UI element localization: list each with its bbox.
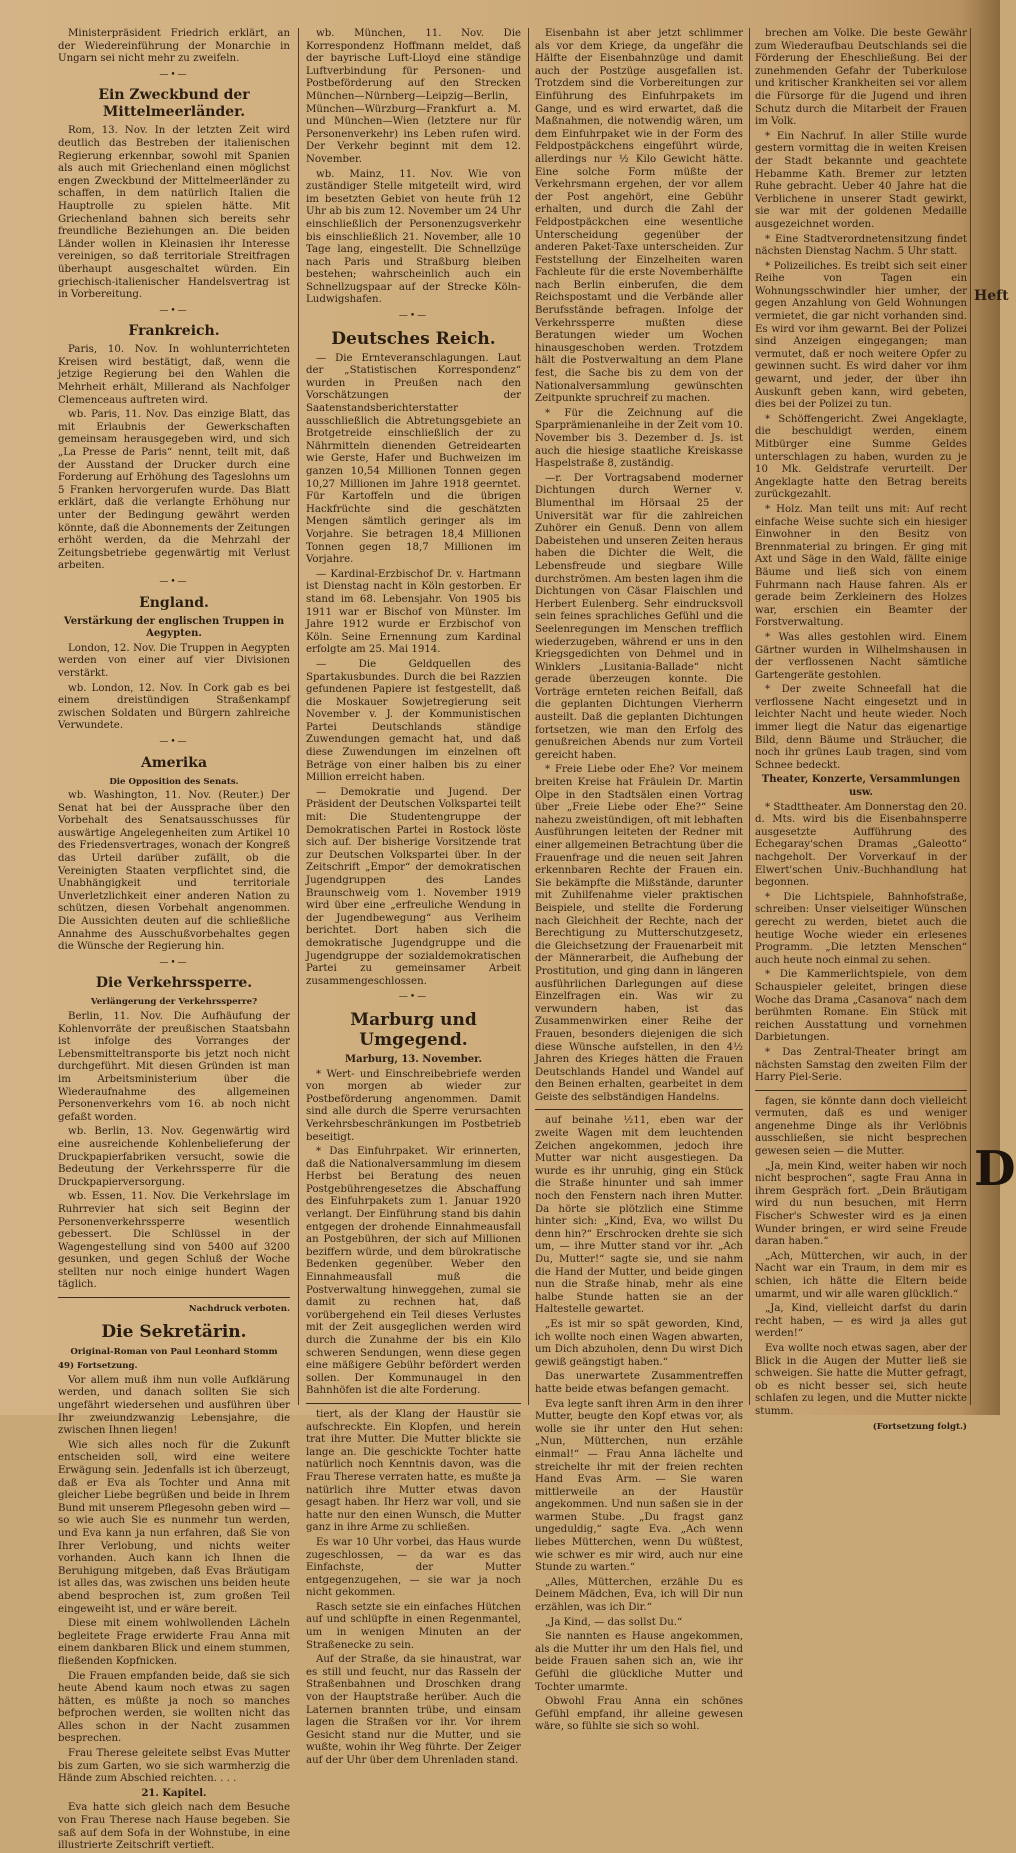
column-3 [535,28,743,1733]
headline-england: England. [139,594,209,611]
article-einfuhrpaket: * Das Einfuhrpaket. Wir erinnerten, daß die Nationalversammlung im diesem Herbst bei Beratung des neuen Postgebührengesetzes die Abschaffung des Einfuhrpakets zum 1. Januar 1920 verlangt. Der Einführung stand bis dahin entgegen der drohende Einnahmeausfall an Postgebühren, der sich auf Millionen beziffern würde, und dem bürokratische Bedenken gegenüber. Weber den Einnahmeausfall muß die Postverwaltung hinweggehen, zumal sie damit zu rechnen hat, daß vorübergehend ein Teil dieses Verlustes mit der Zeit ausgeglichen werden wird durch die Zunahme der bis ein Kilo schweren Sendungen, wenn diese gegen eine mäßigere Gebühr befördert werden sollen. Der Kommunaugel in den Bahnhöfen ist die alte Forderung. [306,1146,521,1397]
separator: —•— [159,736,189,747]
article-stadtverordneten: * Eine Stadtverordnetensitzung findet nächsten Dienstag Nachm. 5 Uhr statt. [755,233,967,258]
roman-paragraph: Wie sich alles noch für die Zukunft entscheiden soll, wird eine weitere Erwägung sein. Jedenfalls ist ich überzeugt, daß er Eva als Tochter und Anna mit gleicher Liebe begrüßen und beide in Ihrem Bund mit unserem Pflegesohn geben wird — so wie auch Sie es nunmehr tun werden, und Eva kann ja nun erfahren, daß Sie von Ihrer Verlobung, und nichts weiter vorhanden. Auch kann ich Ihnen die Beruhigung mitgeben, daß Evas Bräutigam ist alles das, was zwischen uns beiden heute abend besprochen ist, zum großen Teil eingeweiht ist, und er wäre bereit. [58,1439,290,1615]
article-london-2: wb. London, 12. Nov. In Cork gab es bei einem dreistündigen Straßenkampf zwischen Soldaten und Bürgern zahlreiche Verwundete. [58,682,290,732]
separator: —•— [159,957,189,968]
section-rule [755,1090,967,1091]
roman-paragraph: Eva hatte sich gleich nach dem Besuche von Frau Therese nach Hause begeben. Sie saß auf dem Sofa in der Wohnstube, in eine illustrierte Zeitschrift vertieft. [58,1802,290,1852]
article-paris-2: wb. Paris, 11. Nov. Das einzige Blatt, das mit Erlaubnis der Gewerkschaften gemeinsam herausgegeben wird, und sich „La Presse de Paris“ nennt, teilt mit, daß der Ausstand der Drucker durch eine Forderung auf Erhöhung des Tageslohns um 5 Franken hervorgerufen wurde. Das Blatt erklärt, daß die verlangte Erhöhung nur unter der Bedingung gewährt werden könnte, daß die Abonnements der Zeitungen erhöht werden, da die Mehrzahl der Zeitungsbetriebe gegenwärtig mit Verlust arbeiten. [58,409,290,572]
separator: —•— [398,992,429,1003]
roman-paragraph: Eva legte sanft ihren Arm in den ihrer Mutter, beugte den Kopf etwas vor, als wolle sie ihr unter den Hut sehen: „Nun, Mütterchen, nun erzähle einmal!“ — Frau Anna lächelte und streichelte ihr mit der freien rechten Hand Evas Arm. — Sie waren mittlerweile an der Haustür angekommen. Und nun saßen sie in der warmen Stube. „Du fragst ganz ungeduldig,“ sagte Eva. „Ach wenn liebes Mütterchen, wenn Du wüßtest, wie schwer es mir wird, auch nur eine Stunde zu warten.“ [535,1398,743,1574]
subhead-england: Verstärkung der englischen Truppen in Aegypten. [63,615,285,640]
article-hartmann: — Kardinal-Erzbischof Dr. v. Hartmann ist Dienstag nacht in Köln gestorben. Er stand im 68. Lebensjahr. Von 1905 bis 1911 war er Bischof von Münster. Im Jahre 1912 wurde er Erzbischof von Köln. Seine Ernennung zum Kardinal erfolgte am 25. Mai 1914. [306,568,521,656]
roman-paragraph: Eva wollte noch etwas sagen, aber der Blick in die Augen der Mutter ließ sie schweigen. Sie hatte die Mutter gefragt, ob es nicht besser sei, sich heute schlafen zu legen, und die Mutter nickte stumm. [755,1342,967,1417]
roman-byline: Original-Roman von Paul Leonhard Stomm [70,1346,278,1357]
article-demokratie: — Demokratie und Jugend. Der Präsident der Deutschen Volkspartei teilt mit: Die Studentengruppe der Demokratischen Partei in Rostock löste sich auf. Der bisherige Vorsitzende trat zur Deutschen Volkspartei über. In der Zeitschrift „Empor“ der demokratischen Jugendgruppen des Landes Braunschweig vom 1. November 1919 wird über eine „erfreuliche Wendung in der Jugendbewegung“ aus Verlheim berichtet. Dort haben sich die demokratische Jugendgruppe und die Jugendgruppe der sozialdemokratischen Partei zu gemeinsamer Arbeit zusammengeschlossen. [306,786,521,987]
article-holz: * Holz. Man teilt uns mit: Auf recht einfache Weise suchte sich ein hiesiger Einwohner in den Besitz von Brennmaterial zu bringen. Er ging mit Axt und Säge in den Wald, fällte einige Bäume und ließ sich von einem Fuhrmann nach Hause fahren. Als er gerade beim Zerkleinern des Holzes war, erschien ein Beamter der Forstverwaltung. [755,503,967,629]
headline-deutsches-reich: Deutsches Reich. [331,328,496,349]
roman-paragraph: „Ja, Kind, vielleicht darfst du darin recht haben, — es wird ja alles gut werden!“ [755,1303,967,1340]
article-nachruf: * Ein Nachruf. In aller Stille wurde gestern vormittag die in weiten Kreisen der Stadt bekannte und geachtete Hebamme Kath. Bremer zur letzten Ruhe gebracht. Ueber 40 Jahre hat die Verblichene in unserer Stadt gewirkt, sie war mit der goldenen Medaille ausgezeichnet worden. [755,130,967,230]
column-4 [755,28,967,1432]
separator: —•— [159,305,189,316]
article-stadttheater: * Stadttheater. Am Donnerstag den 20. d. Mts. wird bis die Eisenbahnsperre ausgesetzte Aufführung des Echegaray'schen Dramas „Galeotto“ nachgeholt. Der Vorverkauf in der Elwert'schen Univ.-Buchhandlung hat begonnen. [755,801,967,889]
article-ernte: — Die Ernteveranschlagungen. Laut der „Statistischen Korrespondenz“ wurden in Preußen nach den Vorschätzungen der Saatenstandsberichterstatter ausschließlich die Abtretungsgebiete an Brotgetreide einschließlich der zu Nährmitteln dienenden Getreidearten wie Gerste, Hafer und Buchweizen im ganzen 10,54 Millionen Tonnen gegen 10,27 Millionen im Jahre 1918 geerntet. Für Kartoffeln und die übrigen Hackfrüchte sind die geschätzten Mengen sämtlich geringer als im Vorjahre. Sie betragen 18,4 Millionen Tonnen gegen 18,7 Millionen im Vorjahre. [306,352,521,566]
article-kammerlichtspiele: * Die Kammerlichtspiele, von dem Schauspieler geleitet, bringen diese Woche das Drama „Casanova“ nach dem berühmten Romane. Ein Stück mit reichen Ausstattung und vornehmen Darbietungen. [755,969,967,1044]
headline-amerika: Amerika [140,754,208,771]
article-paris-1: Paris, 10. Nov. In wohlunterrichteten Kreisen wird bestätigt, daß, wenn die jetzige Regierung bei den Wahlen die Mehrheit erhält, Millerand als Nachfolger Clemenceaus auftreten wird. [58,344,290,406]
roman-paragraph: Sie nannten es Hause angekommen, als die Mutter ihr um den Hals fiel, und beide Frauen sahen sich an, wie ihr Gefühl die glückliche Mutter und Tochter umarmte. [535,1631,743,1693]
dateline: Marburg, 13. November. [345,1053,482,1065]
subhead-verkehrssperre: Verlängerung der Verkehrssperre? [90,997,258,1008]
roman-installment: 49) Fortsetzung. [58,1361,138,1372]
article-mainz: wb. Mainz, 11. Nov. Wie von zuständiger Stelle mitgeteilt wird, wird im besetzten Gebiet von heute früh 12 Uhr ab bis zum 12. November um 24 Uhr einschließlich der Personenzugsverkehr bis einschließlich 21. November, alle 10 Tage lang, eingestellt. Die Schnellzüge nach Paris und Straßburg bleiben bestehen; wahrscheinlich auch ein Schnellzugspaar auf der Strecke Köln-Ludwigshafen. [306,168,521,306]
roman-paragraph: Das unerwartete Zusammentreffen hatte beide etwas befangen gemacht. [535,1371,743,1395]
section-rule [306,1403,521,1404]
roman-paragraph: „Ach, Mütterchen, wir auch, in der Nacht war ein Traum, in dem mir es schien, ich hätte die Eltern beide umarmt, und wir alle waren glücklich.“ [755,1250,967,1300]
roman-paragraph: „Ja, mein Kind, weiter haben wir noch nicht besprochen“, sagte Frau Anna in ihrem Gespräch fort. „Dein Bräutigam wird du nun besuchen, mit Herrn Fischer's Schwester wird es ja einen Wunder bringen, er wird seine Freude daran haben.“ [755,1160,967,1248]
roman-paragraph: auf beinahe ½11, eben war der zweite Wagen mit dem leuchtenden Zeichen angekommen, jedoch ihre Mutter war nicht ausgestiegen. Da wurde es ihr unruhig, ging ein Stück die Straße hinunter und sah immer noch den Fenstern nach ihren Mutter. Da hörte sie plötzlich eine Stimme hinter sich: „Kind, Eva, wo willst Du denn hin?“ Erschrocken drehte sie sich um, — ihre Mutter stand vor ihr. „Ach Du, Mutter!“ sagte sie, und sie nahm die Hand der Mutter, und beide gingen nun die Straße hinab, mehr als eine halbe Stunde hatten sie an der Haltestelle gewartet. [535,1115,743,1316]
article-washington: wb. Washington, 11. Nov. (Reuter.) Der Senat hat bei der Aussprache über den Vorbehalt des Senatsausschusses für auswärtige Angelegenheiten zum Artikel 10 des Friedensvertrages, wonach der Kongreß das Urteil darüber zufällt, ob die Vereinigten Staaten verpflichtet sind, die Unabhängigkeit und territoriale Unverletzlichkeit einer anderen Nation zu schützen, diesen Vorbehalt angenommen. Die Aussichten deuten auf die schließliche Annahme des Ausschußvorbehaltes gegen die Wünsche der Regierung hin. [58,790,290,953]
separator: —•— [398,311,429,322]
column-rule [970,28,971,1405]
article-essen: wb. Essen, 11. Nov. Die Verkehrslage im Ruhrrevier hat sich seit Beginn der Personenverkehrssperre wesentlich gebessert. Die Schlüssel in der Wagengestellung sind von 5400 auf 3200 gesunken, und gegen Schluß der Woche stellten nur noch einige hundert Wagen täglich. [58,1191,290,1291]
section-rule [58,1297,290,1298]
article-zeichnung: * Für die Zeichnung auf die Sparprämienanleihe in der Zeit vom 10. November bis 3. Dezember d. Js. ist auch die hiesige staatliche Kreiskasse Haspelstraße 8, zuständig. [535,407,743,470]
headline-theater: Theater, Konzerte, Versammlungen usw. [761,774,961,799]
roman-paragraph: fagen, sie könnte dann doch vielleicht vermuten, daß es und weniger angenehme Dinge als ihr Verlöbnis ausschließen, sie nicht besprechen gewesen seien — die Mutter. [755,1095,967,1158]
headline-roman: Die Sekretärin. [101,1321,247,1342]
column-2 [306,28,521,1766]
roman-paragraph: „Es ist mir so spät geworden, Kind, ich wollte noch einen Wagen abwarten, um Dich abzuholen, denn Du wirst Dich gewiß geängstigt haben.“ [535,1318,743,1368]
nachdruck-notice: Nachdruck verboten. [188,1304,290,1315]
headline-mittelmeer: Ein Zweckbund der Mittelmeerländer. [98,87,250,121]
roman-paragraph: Die Frauen empfanden beide, daß sie sich heute Abend kaum noch etwas zu sagen hätten, es müßte ja noch so manches befprochen werden, sie wollten nicht das Alles schon in der Nacht zusammen besprechen. [58,1670,290,1745]
article-continuation: brechen am Volke. Die beste Gewähr zum Wiederaufbau Deutschlands sei die Förderung der Eheschließung. Bei der zunehmenden Gefahr der Tuberkulose und kritischer Krankheiten sei vor allem die Fürsorge für die Jugend und ihren Schutz durch die Mitarbeit der Frauen im Volk. [755,28,967,128]
subhead-amerika: Die Opposition des Senats. [109,776,239,787]
article-london-1: London, 12. Nov. Die Truppen in Aegypten werden von einer auf vier Divisionen verstärkt. [58,642,290,679]
column-rule [298,28,299,1405]
article-berlin-1: Berlin, 11. Nov. Die Aufhäufung der Kohlenvorräte der preußischen Staatsbahn ist infolge des Vorranges der Lebensmitteltransporte bis jetzt noch nicht durchgeführt. Mit diesen Gründen ist man im Arbeitsministerium über die Wiederaufnahme des allgemeinen Personenverkehrs vom 16. ab noch nicht gefaßt worden. [58,1011,290,1123]
roman-paragraph: Frau Therese geleitete selbst Evas Mutter bis zum Garten, wo sie sich warmherzig die Hände zum Abschied reichten. . . . [58,1748,290,1785]
headline-marburg: Marburg und Umgegend. [350,1009,477,1050]
article-berlin-2: wb. Berlin, 13. Nov. Gegenwärtig wird eine ausreichende Kohlenbelieferung der Druckpapierfabriken versucht, sowie die Bedeutung der Verkehrssperre für die Druckpapierversorgung. [58,1126,290,1188]
article-lichtspiele: * Die Lichtspiele, Bahnhofstraße, schreiben: Unser vielseitiger Wünschen gerecht zu werden, bietet auch die heutige Woche wieder ein erlesenes Programm. „Die letzten Menschen“ auch heute noch einmal zu sehen. [755,891,967,966]
article-muenchen: wb. München, 11. Nov. Die Korrespondenz Hoffmann meldet, daß der bayrische Luft-Lloyd eine ständige Luftverbindung für Personen- und Postbeförderung auf den Strecken München—Nürnberg—Leipzig—Berlin, München—Würzburg—Frankfurt a. M. und München—Wien (letztere nur für Personenverkehr) ins Leben rufen wird. Der Verkehr beginnt mit dem 12. November. [306,28,521,165]
column-rule [749,28,750,1405]
article-spartakus: — Die Geldquellen des Spartakusbundes. Durch die bei Razzien gefundenen Papiere ist festgestellt, daß die Moskauer Sowjetregierung seit November v. J. der Kommunistischen Partei Deutschlands ständige Zuwendungen gemacht hat, und daß diese Zuwendungen im einzelnen oft Beträge von einer halben bis zu einer Million erreicht haben. [306,658,521,784]
roman-paragraph: tiert, als der Klang der Haustür sie aufschreckte. Ein Klopfen, und herein trat ihre Mutter. Die Mutter blickte sie lange an. Die geschickte Tochter hatte natürlich noch Kenntnis davon, was die Frau Therese verraten hatte, es mußte ja natürlich ihre Mutter etwas davon gesagt haben. Ihr Herz war voll, und sie hatte nur den einen Wunsch, die Mutter ganz in ihre Arme zu schließen. [306,1408,521,1534]
column-1 [58,28,290,1852]
article-schoeffengericht: * Schöffengericht. Zwei Angeklagte, die beschuldigt werden, einem Mitbürger eine Summe Geldes unterschlagen zu haben, wurden zu je 10 Mk. Geldstrafe verurteilt. Der Angeklagte hatte den Betrag bereits zurückgezahlt. [755,413,967,501]
headline-frankreich: Frankreich. [128,323,220,340]
edge-fragment-letter: D [974,1140,1016,1197]
roman-paragraph: Diese mit einem wohlwollenden Lächeln begleitete Frage erwiderte Frau Anna mit einem dankbaren Blick und einem stummen, fließenden Kopfnicken. [58,1618,290,1667]
separator: —•— [159,69,189,80]
headline-verkehrssperre: Die Verkehrssperre. [95,975,253,992]
roman-paragraph: Es war 10 Uhr vorbei, das Haus wurde zugeschlossen, — da war es das Einfachste, der Mutter entgegenzugehen, — sie war ja noch nicht gekommen. [306,1536,521,1599]
section-rule [535,1109,743,1110]
article-freie-liebe: * Freie Liebe oder Ehe? Vor meinem breiten Kreise hat Fräulein Dr. Martin Olpe in den Stadtsälen einen Vortrag über „Freie Liebe oder Ehe?“ Seine nahezu zweistündigen, oft mit lebhaften Ausführungen leiteten der Redner mit einer allgemeinen Betrachtung über die Frauenfrage und die neuen seit Jahren erkennbaren Rechte der Frauen ein. Sie bekämpfte die Mißstände, darunter mit Zuhilfenahme vieler praktischen Beispiele, und stellte die Forderung nach Gleichheit der Rechte, nach der Berechtigung zu Mutterschutzgesetz, die Gleichsetzung der Frauenarbeit mit der Männerarbeit, die Aufhebung der Prostitution, und ging dann in längeren ausführlichen Darlegungen auf diese Einzelfragen ein. Was wir zu verwundern haben, ist das Zusammenwirken einer Reihe der Frauen, besonders diejenigen die sich diese Wünsche aufstellen, in den 4½ Jahren des Krieges hätten die Frauen Deutschlands Handel und Wandel auf den Beinen erhalten, gearbeitet in dem Geiste des selbständigen Handelns. [535,764,743,1103]
roman-paragraph: Auf der Straße, da sie hinaustrat, war es still und feucht, nur das Rasseln der Straßenbahnen und Droschken drang von der Hauptstraße herüber. Auch die Laternen brannten trübe, und einsam lagen die Straßen vor ihr. Vor ihrem Gesicht stand nur die Mutter, und sie wußte, wohin ihr Weg führte. Der Zeiger auf der Uhr über dem Uhrenladen stand. [306,1654,521,1766]
roman-paragraph: „Ja Kind, — das sollst Du.“ [545,1616,683,1628]
roman-paragraph: „Alles, Mütterchen, erzähle Du es Deinem Mädchen, Eva, ich will Dir nun erzählen, was ich Dir.“ [535,1576,743,1614]
chapter-heading: 21. Kapitel. [141,1787,207,1799]
article-intro: Ministerpräsident Friedrich erklärt, an der Wiedereinführung der Monarchie in Ungarn sei nicht mehr zu zweifeln. [58,28,290,65]
article-mittelmeer: Rom, 13. Nov. In der letzten Zeit wird deutlich das Bestreben der italienischen Regierung erkennbar, sowohl mit Spanien als auch mit Griechenland einen möglichst engen Zweckbund der Mittelmeerländer zu schaffen, in dem natürlich Italien die Hauptrolle zu spielen hätte. Mit Griechenland bahnen sich bereits sehr freundliche Beziehungen an. Die beiden Länder wollen in Kleinasien ihr Interesse vereinigen, so daß territoriale Streitfragen überhaupt ausgeschaltet würden. Ein griechisch-italienischer Handelsvertrag ist in Vorbereitung. [58,125,290,301]
edge-fragment-heading: Heft [974,288,1009,304]
article-gestohlen: * Was alles gestohlen wird. Einem Gärtner wurden in Wilhelmshausen in der verflossenen Nacht sämtliche Gartengeräte gestohlen. [755,631,967,681]
roman-paragraph: Obwohl Frau Anna ein schönes Gefühl empfand, ihr alleine gewesen wäre, so fühlte sie sich so wohl. [535,1696,743,1733]
roman-paragraph: Rasch setzte sie ein einfaches Hütchen auf und schlüpfte in einen Regenmantel, um in wenigen Minuten an der Straßenecke zu sein. [306,1601,521,1651]
column-rule [528,28,529,1405]
roman-to-be-continued: (Fortsetzung folgt.) [872,1421,967,1432]
column-5-fragment [974,28,1014,1407]
roman-paragraph: Vor allem muß ihm nun volle Aufklärung werden, und danach sollten Sie sich ungefährt wiedersehen und ausführen über Ihr zweiundzwanzig Lebensjahre, die zwischen Ihnen liegen! [58,1374,290,1437]
article-einfuhrpaket-cont: Eisenbahn ist aber jetzt schlimmer als vor dem Kriege, da ungefähr die Hälfte der Eisenbahnzüge und damit auch der Postzüge ausgefallen ist. Trotzdem sind die Vorbereitungen zur Einführung des Einfuhrpakets im Gange, und es wird erwartet, daß die Maßnahmen, die notwendig wären, um dem Einfuhrpaket wie in der Form des Feldpostpäckchens eingeführt würde, allerdings nur ½ Kilo Gewicht hätte. Eine solche Form müßte der Verkehrsmann ergehen, der vor allem der Post angehört, eine Gebühr erhalten, und durch die Zahl der Feldpostpäckchen eine wesentliche Unterscheidung gegenüber der anderen Paket-Taxe unterscheiden. Zur Feststellung der Einzelheiten waren Fachleute für die erste Novemberhälfte nach Berlin einberufen, die dem Reichspostamt und die Verbände aller Berufsstände befragen. Infolge der Verkehrssperre mußten diese Beratungen wieder um Wochen hinausgeschoben werden. Trotzdem hält die Postverwaltung an dem Plane fest, die Sache bis zu dem von der Nationalversammlung gewünschten Zeitpunkte spruchreif zu machen. [535,28,743,405]
article-polizeiliches: * Polizeiliches. Es treibt sich seit einer Reihe von Tagen ein Wohnungsschwindler hier umher, der gegen Anzahlung von Geld Wohnungen vermietet, die gar nicht vorhanden sind. Es wird vor ihm gewarnt. Bei der Polizei sind Anzeigen eingegangen; man vermutet, daß er noch weitere Opfer zu gewinnen sucht. Es wird daher vor ihm gewarnt, und jeder, der über ihn Auskunft geben kann, wird gebeten, dies bei der Polizei zu tun. [755,260,967,411]
article-zentral-theater: * Das Zentral-Theater bringt am nächsten Samstag den zweiten Film der Harry Piel-Serie. [755,1046,967,1084]
separator: —•— [159,576,189,587]
article-wertbriefe: * Wert- und Einschreibebriefe werden von morgen ab wieder zur Postbeförderung angenommen. Damit sind alle durch die Sperre verursachten Verkehrsbeschränkungen im Postbetrieb beseitigt. [306,1068,521,1143]
article-schneefall: * Der zweite Schneefall hat die verflossene Nacht eingesetzt und in leichter Nacht und heute wieder. Noch immer liegt die Natur das eigenartige Bild, denn Bäume und Sträucher, die noch ihr grünes Laub tragen, sind vom Schnee bedeckt. [755,684,967,771]
article-vortragsabend: —r. Der Vortragsabend moderner Dichtungen durch Werner v. Blumenthal im Hörsaal 25 der Universität war für die zahlreichen Zuhörer ein Genuß. Denn von allem Dabeistehen und unseren Zeiten heraus haben die Dichter die Welt, die Lebensfreude und siegbare Wille durchströmen. Am besten lagen ihm die Dichtungen von Cäsar Flaischlen und Herbert Eulenberg. Sehr eindrucksvoll sein feines sprachliches Gefühl und die Seelenregungen im Menschen trefflich wiederzugeben, während er uns in den Kriegsgedichten von Dehmel und in Winklers „Lusitania-Ballade“ nicht gerade überzeugen konnte. Die Vorträge ernteten reichen Beifall, daß die geplanten Dichtungen Vierherrn austeilt. Daß die geplanten Dichtungen fortsetzen, wie man den Erfolg des genußreichen Abends nur zum Vorteil gereicht haben. [535,472,743,761]
